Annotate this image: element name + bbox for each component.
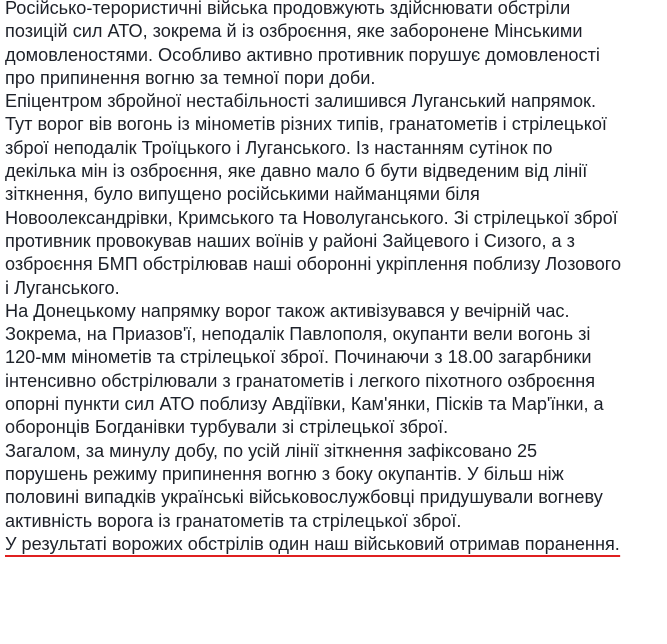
text-line: порушень режиму припинення вогню з боку окупантів. У більш ніж xyxy=(5,463,564,484)
red-underline-text: У результаті ворожих обстрілів один наш військовий отримав поранення. xyxy=(5,534,620,557)
highlighted-line xyxy=(5,533,663,557)
text-line: інтенсивно обстрілювали з гранатометів і легкого піхотного озброєння xyxy=(5,370,596,391)
text-line: На Донецькому напрямку ворог також активізувався у вечірній час. xyxy=(5,300,570,321)
post-text xyxy=(5,0,665,557)
text-line: Епіцентром збройної нестабільності залишився Луганський напрямок. xyxy=(5,91,597,112)
text-line: 120-мм мінометів та стрілецької зброї. Починаючи з 18.00 загарбники xyxy=(5,347,592,368)
text-line: Тут ворог вів вогонь із мінометів різних типів, гранатометів і стрілецької xyxy=(5,114,607,135)
text-line: Новоолександрівки, Кримського та Новолуганського. Зі стрілецької зброї xyxy=(5,207,618,228)
text-line: Зокрема, на Приазов'ї, неподалік Павлополя, окупанти вели вогонь зі xyxy=(5,324,591,345)
text-line: озброєння БМП обстрілював наші оборонні укріплення поблизу Лозового xyxy=(5,254,622,275)
text-line: опорні пункти сил АТО поблизу Авдіївки, Кам'янки, Пісків та Мар'їнки, а xyxy=(5,394,604,415)
text-line: оборонців Богданівки турбували зі стрілецької зброї. xyxy=(5,417,449,438)
text-line: домовленостями. Особливо активно противник порушує домовленості xyxy=(5,44,600,65)
text-line: Загалом, за минулу добу, по усій лінії зіткнення зафіксовано 25 xyxy=(5,440,538,461)
text-line: і Луганського. xyxy=(5,277,120,298)
text-line: позицій сил АТО, зокрема й із озброєння, яке заборонене Мінськими xyxy=(5,21,583,42)
text-line: половині випадків українські військовослужбовці придушували вогневу xyxy=(5,487,603,508)
text-line: зброї неподалік Троїцького і Луганського. Із настанням сутінок по xyxy=(5,137,553,158)
text-line: противник провокував наших воїнів у районі Зайцевого і Сизого, а з xyxy=(5,230,575,251)
text-line: про припинення вогню за темної пори доби. xyxy=(5,67,376,88)
text-line: декілька мін із озброєння, яке давно мало б бути відведеним від лінії xyxy=(5,161,588,182)
text-line: зіткнення, було випущено російськими найманцями біля xyxy=(5,184,480,205)
text-line: Російсько-терористичні війська продовжують здійснювати обстріли xyxy=(5,0,571,18)
text-line: активність ворога із гранатометів та стрілецької зброї. xyxy=(5,510,462,531)
